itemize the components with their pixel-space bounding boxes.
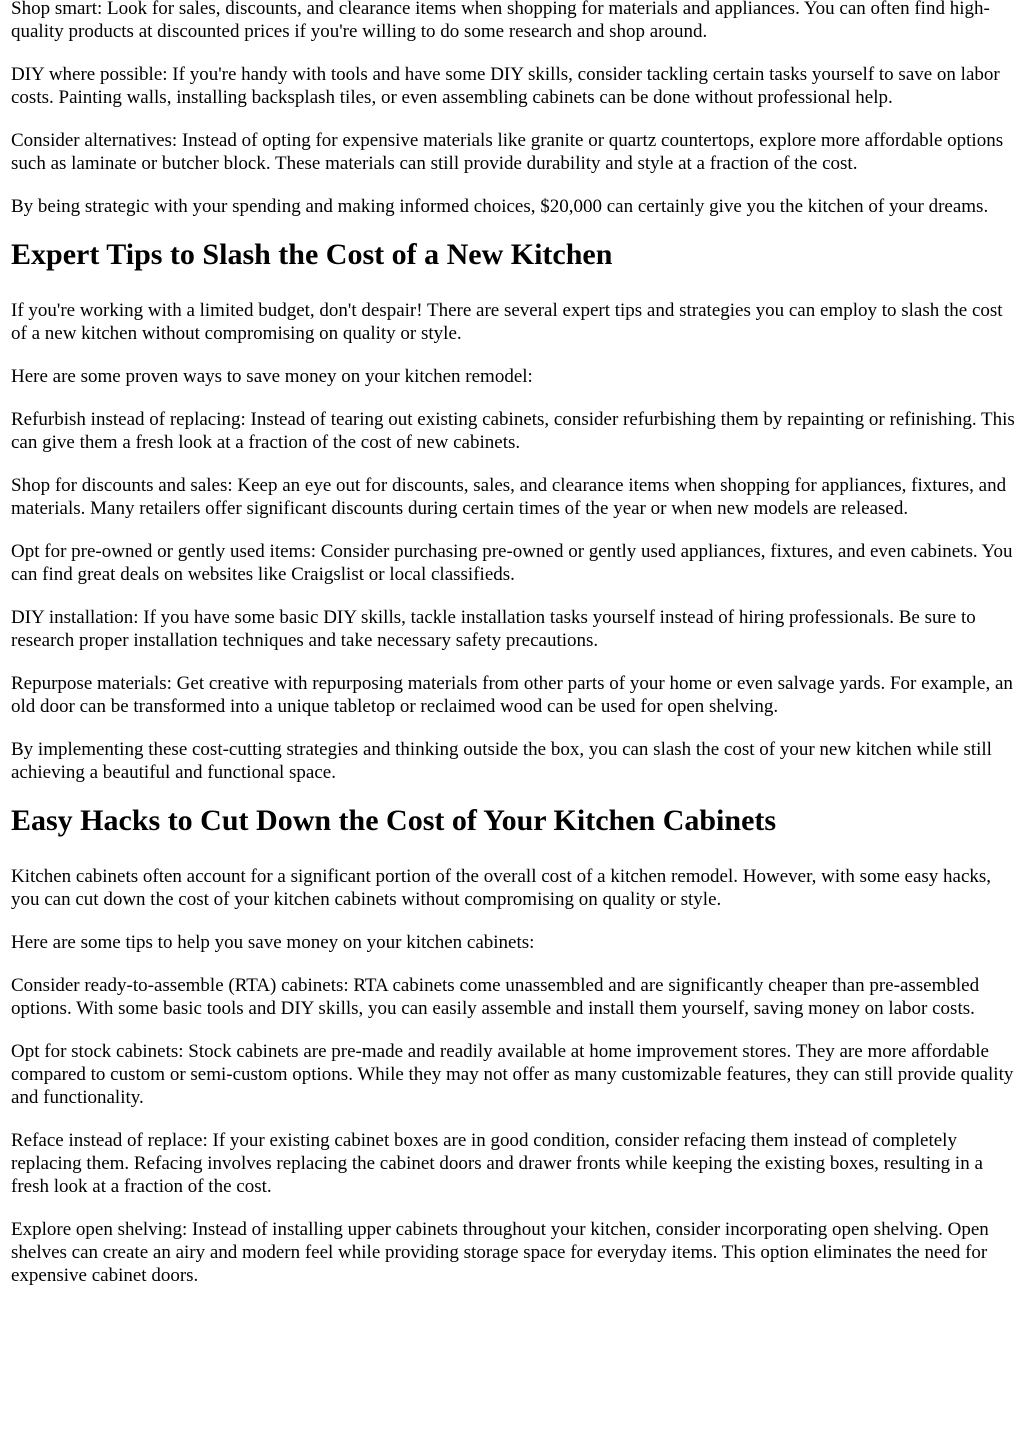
paragraph-shop-discounts: Shop for discounts and sales: Keep an eye out for discounts, sales, and clearance items when shopping for appliances, fixtures, and materials. Many retailers offer significant discounts during certain times of the year or when new models are released. — [11, 475, 1007, 519]
heading-expert-tips: Expert Tips to Slash the Cost of a New Kitchen — [11, 238, 613, 271]
paragraph-proven-ways: Here are some proven ways to save money on your kitchen remodel: — [11, 366, 533, 387]
paragraph-pre-owned: Opt for pre-owned or gently used items: Consider purchasing pre-owned or gently used appliances, fixtures, and even cabinets. You can find great deals on websites like Craigslist or local classifieds. — [11, 541, 1013, 585]
paragraph-reface: Reface instead of replace: If your existing cabinet boxes are in good condition, consider refacing them instead of completely replacing them. Refacing involves replacing the cabinet doors and drawer fronts while keeping the existing boxes, resulting in a fresh look at a fraction of the cost. — [11, 1130, 983, 1197]
paragraph-cabinets-cost: Kitchen cabinets often account for a significant portion of the overall cost of a kitchen remodel. However, with some easy hacks, you can cut down the cost of your kitchen cabinets without compromising on quality or style. — [11, 866, 992, 910]
paragraph-repurpose: Repurpose materials: Get creative with repurposing materials from other parts of your home or even salvage yards. For example, an old door can be transformed into a unique tabletop or reclaimed wood can be used for open shelving. — [11, 673, 1013, 717]
paragraph-cabinet-tips: Here are some tips to help you save money on your kitchen cabinets: — [11, 932, 535, 953]
paragraph-limited-budget: If you're working with a limited budget, don't despair! There are several expert tips and strategies you can employ to slash the cost of a new kitchen without compromising on quality or style. — [11, 300, 1003, 344]
paragraph-open-shelving: Explore open shelving: Instead of installing upper cabinets throughout your kitchen, consider incorporating open shelving. Open shelves can create an airy and modern feel while providing storage space for everyday items. This option eliminates the need for expensive cabinet doors. — [11, 1219, 989, 1286]
article-content — [11, 0, 1016, 1287]
paragraph-shop-smart: Shop smart: Look for sales, discounts, and clearance items when shopping for materials and appliances. You can often find high-quality products at discounted prices if you're willing to do some research and shop around. — [11, 0, 990, 42]
paragraph-refurbish: Refurbish instead of replacing: Instead of tearing out existing cabinets, consider refurbishing them by repainting or refinishing. This can give them a fresh look at a fraction of the cost of new cabinets. — [11, 409, 1015, 453]
paragraph-cost-cutting: By implementing these cost-cutting strategies and thinking outside the box, you can slash the cost of your new kitchen while still achieving a beautiful and functional space. — [11, 739, 992, 783]
paragraph-rta-cabinets: Consider ready-to-assemble (RTA) cabinets: RTA cabinets come unassembled and are significantly cheaper than pre-assembled options. With some basic tools and DIY skills, you can easily assemble and install them yourself, saving money on labor costs. — [11, 975, 980, 1019]
paragraph-strategic-spending: By being strategic with your spending and making informed choices, $20,000 can certainly give you the kitchen of your dreams. — [11, 196, 989, 217]
paragraph-consider-alternatives: Consider alternatives: Instead of opting for expensive materials like granite or quartz countertops, explore more affordable options such as laminate or butcher block. These materials can still provide durability and style at a fraction of the cost. — [11, 130, 1004, 174]
paragraph-diy-where-possible: DIY where possible: If you're handy with tools and have some DIY skills, consider tackling certain tasks yourself to save on labor costs. Painting walls, installing backsplash tiles, or even assembling cabinets can be done without professional help. — [11, 64, 1000, 108]
paragraph-stock-cabinets: Opt for stock cabinets: Stock cabinets are pre-made and readily available at home improvement stores. They are more affordable compared to custom or semi-custom options. While they may not offer as many customizable features, they can still provide quality and functionality. — [11, 1041, 1014, 1108]
heading-easy-hacks: Easy Hacks to Cut Down the Cost of Your Kitchen Cabinets — [11, 804, 777, 837]
paragraph-diy-installation: DIY installation: If you have some basic DIY skills, tackle installation tasks yourself instead of hiring professionals. Be sure to research proper installation techniques and take necessary safety precautions. — [11, 607, 976, 651]
